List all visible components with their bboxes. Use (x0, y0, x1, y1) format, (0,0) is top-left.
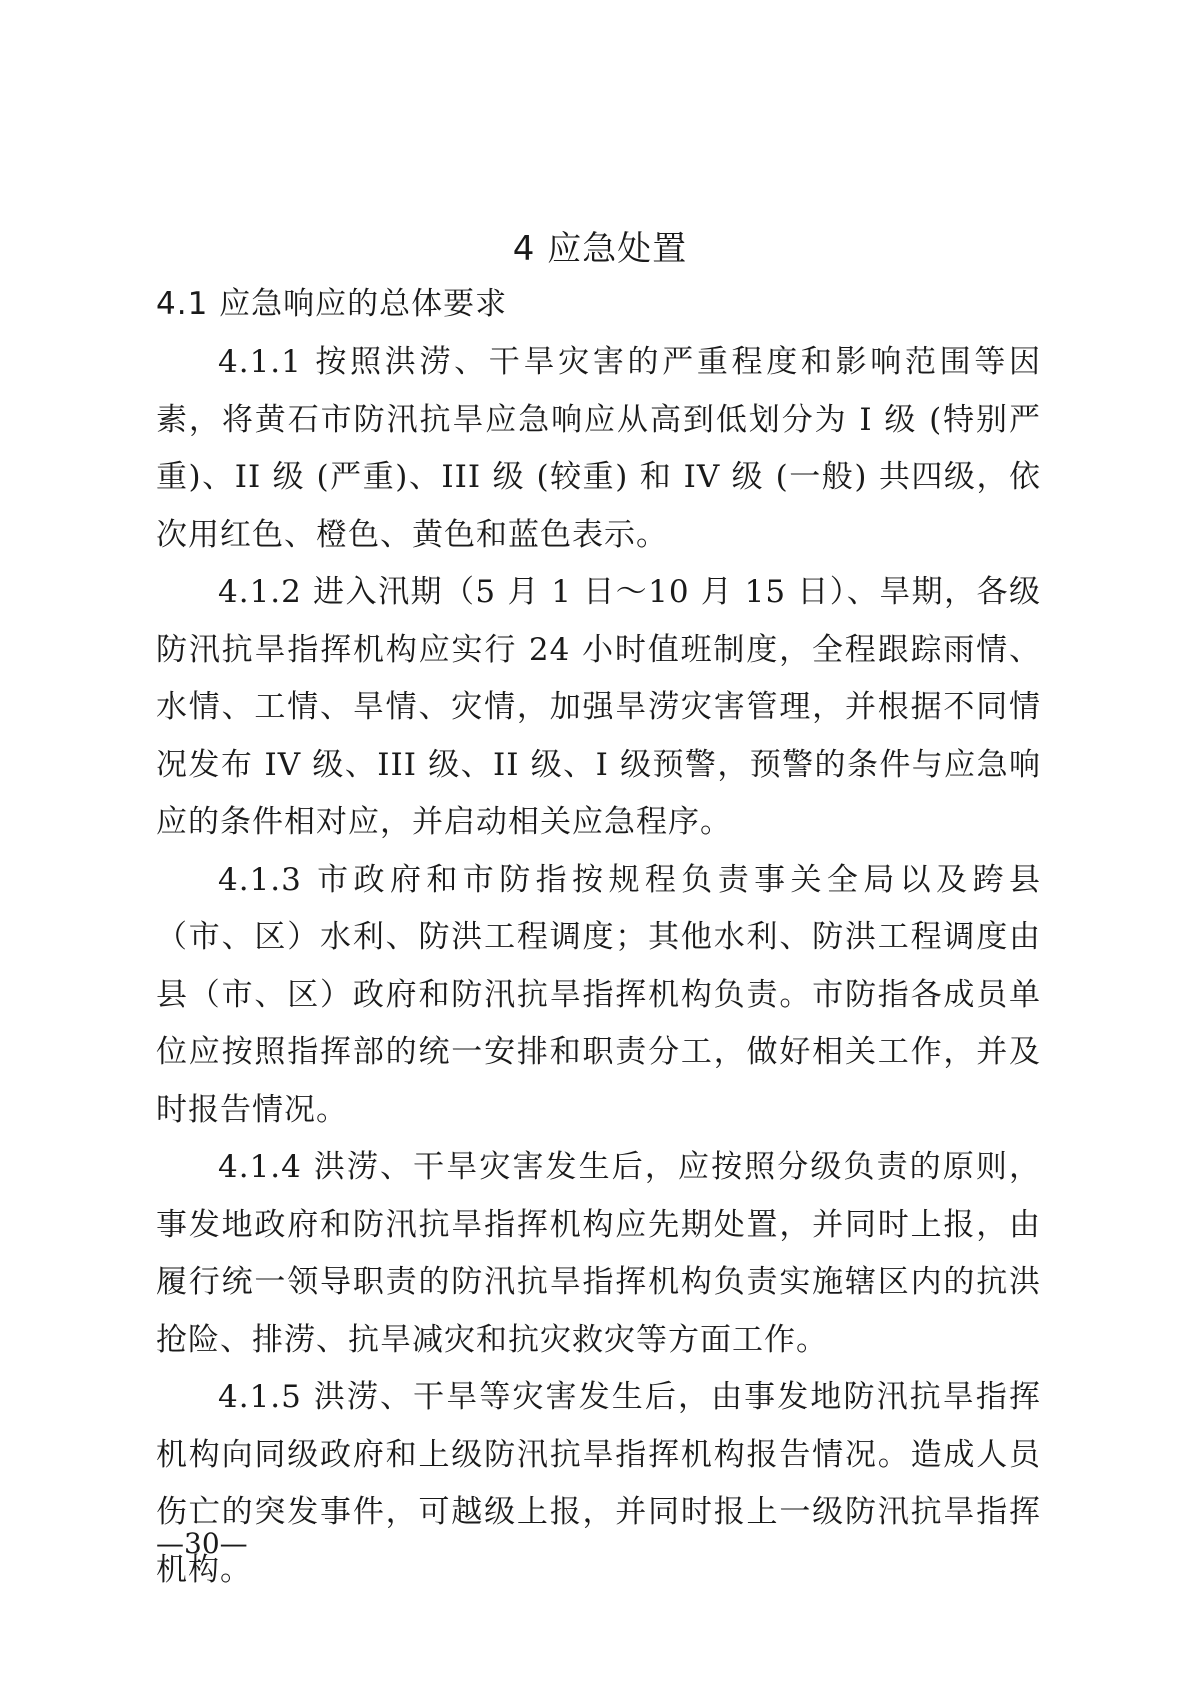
page-number: —30— (156, 1527, 248, 1560)
body-text (156, 334, 1041, 1599)
paragraph-4-1-5: 4.1.5 洪涝、干旱等灾害发生后，由事发地防汛抗旱指挥机构向同级政府和上级防汛抗旱指挥机构报告情况。造成人员伤亡的突发事件，可越级上报，并同时报上一级防汛抗旱指挥机构。 (156, 1379, 1041, 1588)
paragraph-4-1-3: 4.1.3 市政府和市防指按规程负责事关全局以及跨县（市、区）水利、防洪工程调度；其他水利、防洪工程调度由县（市、区）政府和防汛抗旱指挥机构负责。市防指各成员单位应按照指挥部的统一安排和职责分工，做好相关工作，并及时报告情况。 (156, 861, 1041, 1128)
chapter-title: 4 应急处置 (512, 229, 688, 269)
paragraph-4-1-2: 4.1.2 进入汛期（5 月 1 日～10 月 15 日）、旱期，各级防汛抗旱指挥机构应实行 24 小时值班制度，全程跟踪雨情、水情、工情、旱情、灾情，加强旱涝灾害管理，并根据不同情况发布 IV 级、III 级、II 级、I 级预警，预警的条件与应急响应的条件相对应，并启动相关应急程序。 (156, 574, 1041, 840)
section-title: 4.1 应急响应的总体要求 (156, 286, 508, 322)
paragraph-4-1-4: 4.1.4 洪涝、干旱灾害发生后，应按照分级负责的原则，事发地政府和防汛抗旱指挥机构应先期处置，并同时上报，由履行统一领导职责的防汛抗旱指挥机构负责实施辖区内的抗洪抢险、排涝、抗旱减灾和抗灾救灾等方面工作。 (156, 1149, 1041, 1358)
paragraph-4-1-1: 4.1.1 按照洪涝、干旱灾害的严重程度和影响范围等因素，将黄石市防汛抗旱应急响应从高到低划分为 I 级 (特别严重)、II 级 (严重)、III 级 (较重) 和 IV 级 (一般) 共四级，依次用红色、橙色、黄色和蓝色表示。 (156, 344, 1041, 553)
